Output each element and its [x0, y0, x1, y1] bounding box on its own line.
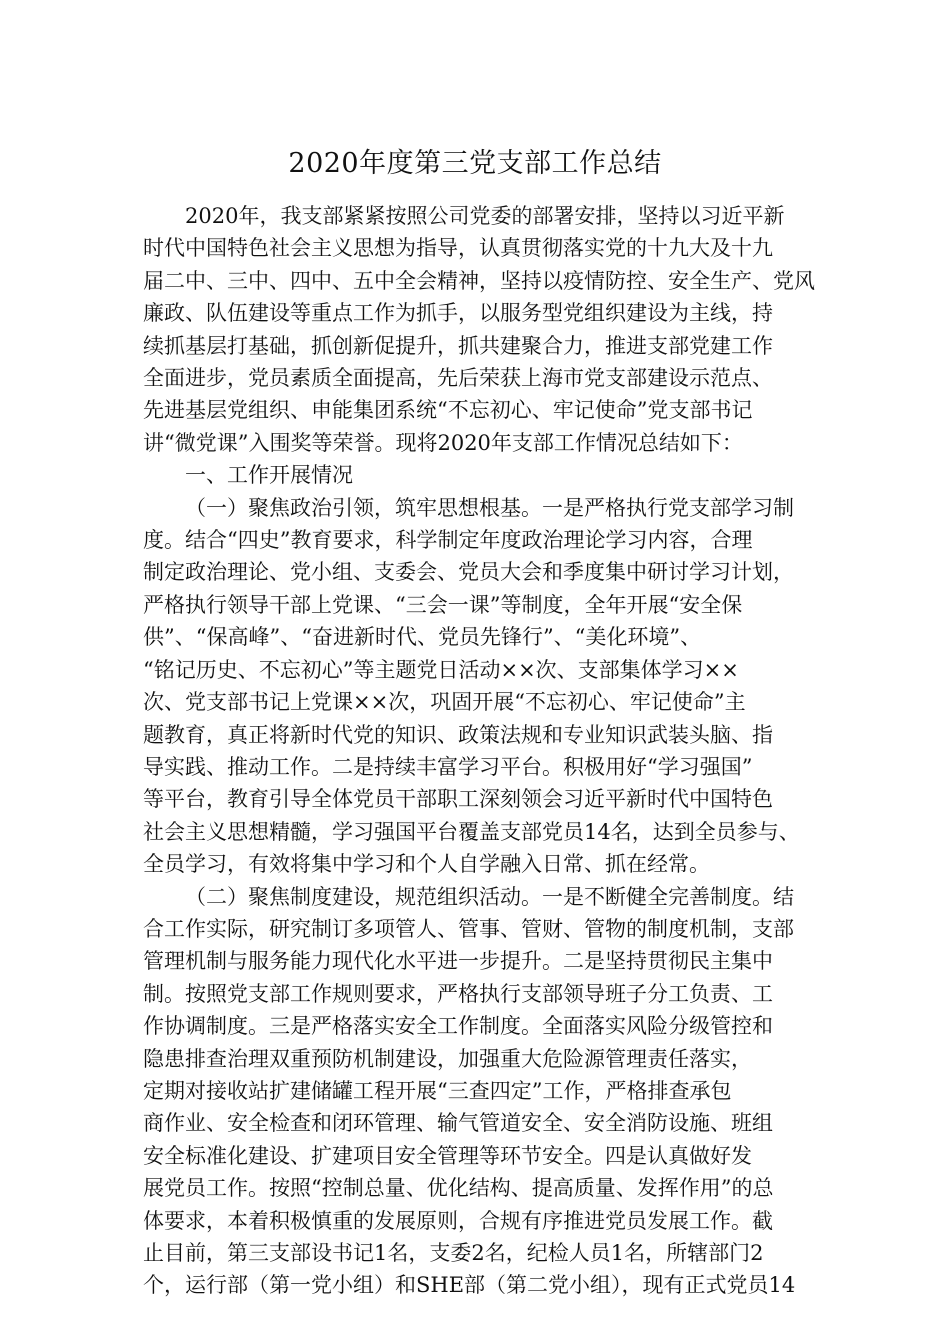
- text-line: （二）聚焦制度建设，规范组织活动。一是不断健全完善制度。结: [185, 884, 794, 909]
- text-line: 严格执行领导干部上党课、“三会一课”等制度，全年开展“安全保: [143, 592, 743, 617]
- text-line: 续抓基层打基础，抓创新促提升，抓共建聚合力，推进支部党建工作: [143, 333, 773, 358]
- heading-line: 一、工作开展情况: [185, 463, 353, 488]
- text-line: 商作业、安全检查和闭环管理、输气管道安全、安全消防设施、班组: [143, 1111, 773, 1136]
- text-line: 先进基层党组织、申能集团系统“不忘初心、牢记使命”党支部书记: [143, 398, 753, 423]
- text-line: 安全标准化建设、扩建项目安全管理等环节安全。四是认真做好发: [143, 1143, 752, 1168]
- text-line: 供”、“保高峰”、“奋进新时代、党员先锋行”、“美化环境”、: [143, 625, 702, 650]
- text-line: 止目前，第三支部设书记1名，支委2名，纪检人员1名，所辖部门2: [143, 1241, 764, 1265]
- section-heading: [143, 459, 807, 491]
- text-line: 社会主义思想精髓，学习强国平台覆盖支部党员14名，达到全员参与、: [143, 819, 800, 844]
- text-line: 次、党支部书记上党课××次，巩固开展“不忘初心、牢记使命”主: [143, 690, 746, 715]
- text-line: 制定政治理论、党小组、支委会、党员大会和季度集中研讨学习计划，: [143, 560, 794, 585]
- text-line: 讲“微党课”入围奖等荣誉。现将2020年支部工作情况总结如下：: [143, 430, 743, 455]
- text-line: 作协调制度。三是严格落实安全工作制度。全面落实风险分级管控和: [143, 1014, 773, 1039]
- paragraph-intro: [143, 200, 815, 459]
- text-line: 制。按照党支部工作规则要求，严格执行支部领导班子分工负责、工: [143, 981, 773, 1006]
- text-line: 管理机制与服务能力现代化水平进一步提升。二是坚持贯彻民主集中: [143, 949, 773, 974]
- text-line: “铭记历史、不忘初心”等主题党日活动××次、支部集体学习××: [143, 657, 739, 682]
- text-line: 体要求，本着积极慎重的发展原则，合规有序推进党员发展工作。截: [143, 1208, 773, 1233]
- text-line: （一）聚焦政治引领，筑牢思想根基。一是严格执行党支部学习制: [185, 495, 794, 520]
- paragraph-institution-building: [143, 881, 807, 1302]
- document-body: [143, 200, 815, 1302]
- text-line: 等平台，教育引导全体党员干部职工深刻领会习近平新时代中国特色: [143, 787, 773, 812]
- text-line: 个，运行部（第一党小组）和SHE部（第二党小组），现有正式党员14: [143, 1273, 796, 1298]
- text-line: 全面进步，党员素质全面提高，先后荣获上海市党支部建设示范点、: [143, 366, 773, 391]
- text-line: 度。结合“四史”教育要求，科学制定年度政治理论学习内容，合理: [143, 528, 753, 553]
- text-line: 全员学习，有效将集中学习和个人自学融入日常、抓在经常。: [143, 852, 710, 877]
- text-line: 展党员工作。按照“控制总量、优化结构、提高质量、发挥作用”的总: [143, 1176, 774, 1201]
- text-line: 题教育，真正将新时代党的知识、政策法规和专业知识武装头脑、指: [143, 722, 773, 747]
- text-line: 时代中国特色社会主义思想为指导，认真贯彻落实党的十九大及十九: [143, 236, 773, 261]
- document-title: 2020年度第三党支部工作总结: [288, 148, 662, 179]
- text-line: 导实践、推动工作。二是持续丰富学习平台。积极用好“学习强国”: [143, 754, 753, 779]
- text-line: 定期对接收站扩建储罐工程开展“三查四定”工作，严格排查承包: [143, 1078, 732, 1103]
- text-line: 届二中、三中、四中、五中全会精神，坚持以疫情防控、安全生产、党风: [143, 268, 815, 293]
- text-line: 廉政、队伍建设等重点工作为抓手，以服务型党组织建设为主线，持: [143, 301, 773, 326]
- paragraph-political-guidance: [143, 492, 807, 881]
- text-line: 合工作实际，研究制订多项管人、管事、管财、管物的制度机制，支部: [143, 916, 794, 941]
- text-line: 隐患排查治理双重预防机制建设，加强重大危险源管理责任落实，: [143, 1046, 752, 1071]
- text-line: 2020年，我支部紧紧按照公司党委的部署安排，坚持以习近平新: [185, 204, 785, 228]
